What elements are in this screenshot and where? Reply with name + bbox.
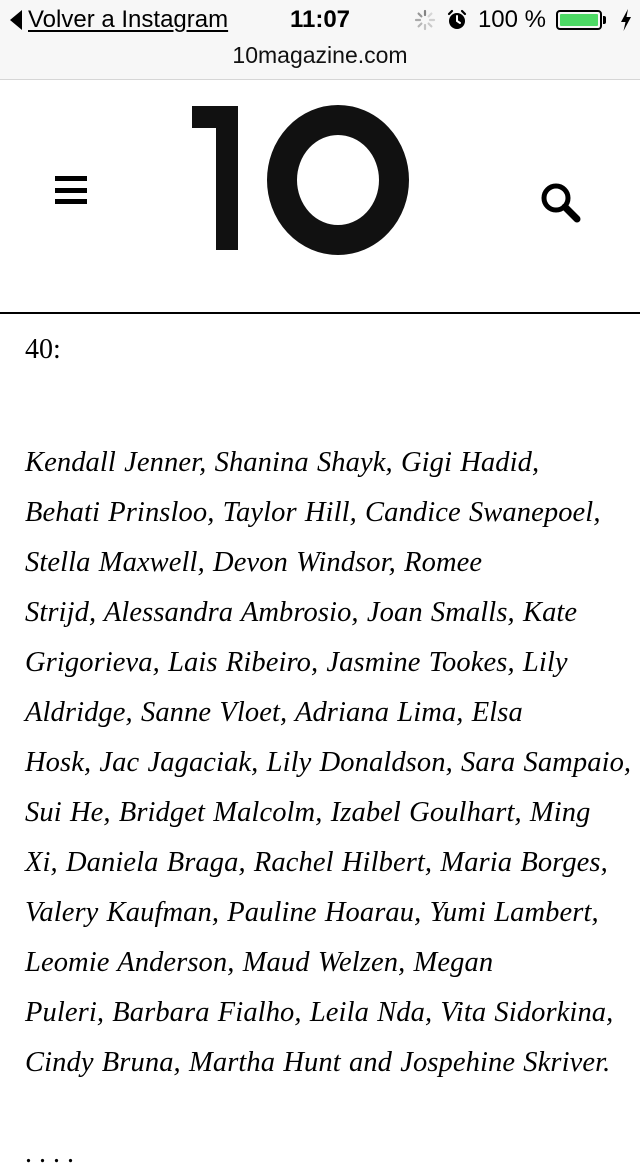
article-body (0, 316, 640, 1169)
logo-text: 10 (300, 194, 312, 205)
names-line: Puleri, Barbara Fialho, Leila Nda, Vita Sidorkina, (25, 997, 614, 1028)
names-line: Sui He, Bridget Malcolm, Izabel Goulhart, Ming (25, 797, 591, 828)
names-line: Behati Prinsloo, Taylor Hill, Candice Swanepoel, (25, 497, 601, 528)
model-names-paragraph (25, 438, 632, 1088)
names-line: Stella Maxwell, Devon Windsor, Romee (25, 547, 483, 578)
menu-bar-top (55, 176, 87, 181)
status-bar (0, 0, 640, 80)
battery-icon (556, 10, 606, 30)
menu-bar-bottom (55, 199, 87, 204)
names-line: Aldridge, Sanne Vloet, Adriana Lima, Elsa (25, 697, 523, 728)
battery-fill (560, 14, 598, 26)
names-line: Kendall Jenner, Shanina Shayk, Gigi Hadid, (25, 447, 540, 478)
site-header (0, 80, 640, 314)
names-line: Cindy Bruna, Martha Hunt and Jospehine Skriver. (25, 1047, 611, 1078)
search-icon[interactable] (538, 180, 582, 224)
names-line: Hosk, Jac Jagaciak, Lily Donaldson, Sara Sampaio, (25, 747, 632, 778)
next-paragraph-partial: . . . . (25, 1138, 74, 1169)
time-text: 11:07 (289, 6, 351, 33)
battery-percent: 100 % (477, 6, 546, 33)
back-to-instagram-link[interactable] (10, 6, 228, 34)
battery-body (556, 10, 602, 30)
status-right (414, 6, 632, 34)
chevron-left-icon (10, 10, 22, 30)
names-line: Leomie Anderson, Maud Welzen, Megan (25, 947, 494, 978)
count-line: 40: (25, 334, 61, 365)
battery-nub (603, 16, 606, 24)
url-text: 10magazine.com (232, 42, 408, 68)
hamburger-menu-icon[interactable] (55, 176, 87, 204)
alarm-icon (446, 9, 468, 31)
site-logo[interactable] (190, 102, 410, 252)
names-line: Grigorieva, Lais Ribeiro, Jasmine Tookes, Lily (25, 647, 568, 678)
bolt-icon (620, 9, 632, 31)
back-label: Volver a Instagram (28, 6, 229, 33)
names-line: Strijd, Alessandra Ambrosio, Joan Smalls, Kate (25, 597, 578, 628)
names-line: Valery Kaufman, Pauline Hoarau, Yumi Lambert, (25, 897, 599, 928)
spinner-icon (414, 9, 436, 31)
url-bar[interactable] (0, 40, 640, 76)
names-line: Xi, Daniela Braga, Rachel Hilbert, Maria Borges, (25, 847, 608, 878)
menu-bar-middle (55, 188, 87, 193)
status-row (0, 0, 640, 40)
